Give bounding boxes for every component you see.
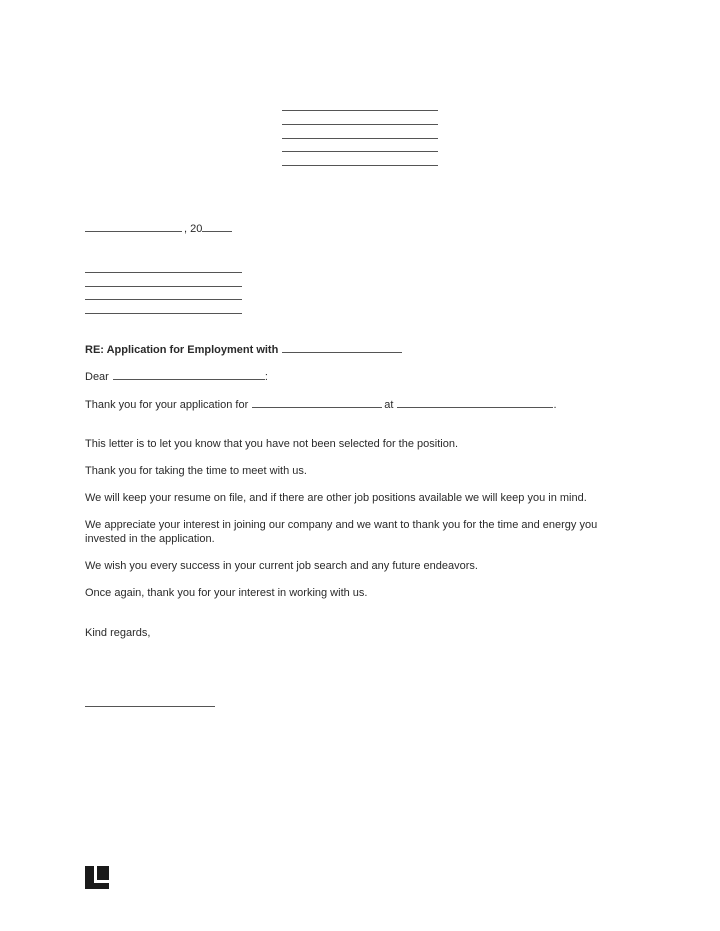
sender-line[interactable] bbox=[282, 165, 438, 166]
position-blank[interactable] bbox=[252, 397, 382, 408]
re-line bbox=[85, 342, 404, 357]
closing: Kind regards, bbox=[85, 627, 151, 639]
date-separator: , 20 bbox=[184, 223, 203, 235]
recipient-line[interactable] bbox=[85, 313, 242, 314]
paragraph: We appreciate your interest in joining our company and we want to thank you for the time and energy you bbox=[85, 519, 598, 531]
signature-line[interactable] bbox=[85, 706, 215, 707]
thanks-end: . bbox=[553, 399, 557, 411]
paragraph: This letter is to let you know that you have not been selected for the position. bbox=[85, 438, 458, 450]
paragraph: We will keep your resume on file, and if there are other job positions available we will keep you in mind. bbox=[85, 492, 587, 504]
company-blank[interactable] bbox=[282, 342, 402, 353]
salutation bbox=[85, 369, 268, 384]
sender-line[interactable] bbox=[282, 151, 438, 152]
date-line bbox=[85, 221, 234, 236]
dear-end: : bbox=[264, 371, 268, 383]
paragraph: We wish you every success in your current job search and any future endeavors. bbox=[85, 560, 478, 572]
thanks-line bbox=[85, 397, 557, 412]
name-blank[interactable] bbox=[113, 369, 265, 380]
date-blank[interactable] bbox=[85, 221, 182, 232]
re-label: RE: Application for Employment with bbox=[85, 344, 279, 356]
sender-line[interactable] bbox=[282, 124, 438, 125]
thanks-at: at bbox=[384, 399, 394, 411]
paragraph: invested in the application. bbox=[85, 533, 215, 545]
sender-line[interactable] bbox=[282, 138, 438, 139]
dear-label: Dear bbox=[85, 371, 109, 383]
sender-line[interactable] bbox=[282, 110, 438, 111]
recipient-line[interactable] bbox=[85, 286, 242, 287]
recipient-line[interactable] bbox=[85, 272, 242, 273]
year-blank[interactable] bbox=[202, 221, 232, 232]
employer-blank[interactable] bbox=[397, 397, 553, 408]
paragraph: Once again, thank you for your interest in working with us. bbox=[85, 587, 368, 599]
thanks-prefix: Thank you for your application for bbox=[85, 399, 249, 411]
paragraph: Thank you for taking the time to meet with us. bbox=[85, 465, 307, 477]
recipient-line[interactable] bbox=[85, 299, 242, 300]
brand-logo-icon bbox=[85, 866, 109, 889]
